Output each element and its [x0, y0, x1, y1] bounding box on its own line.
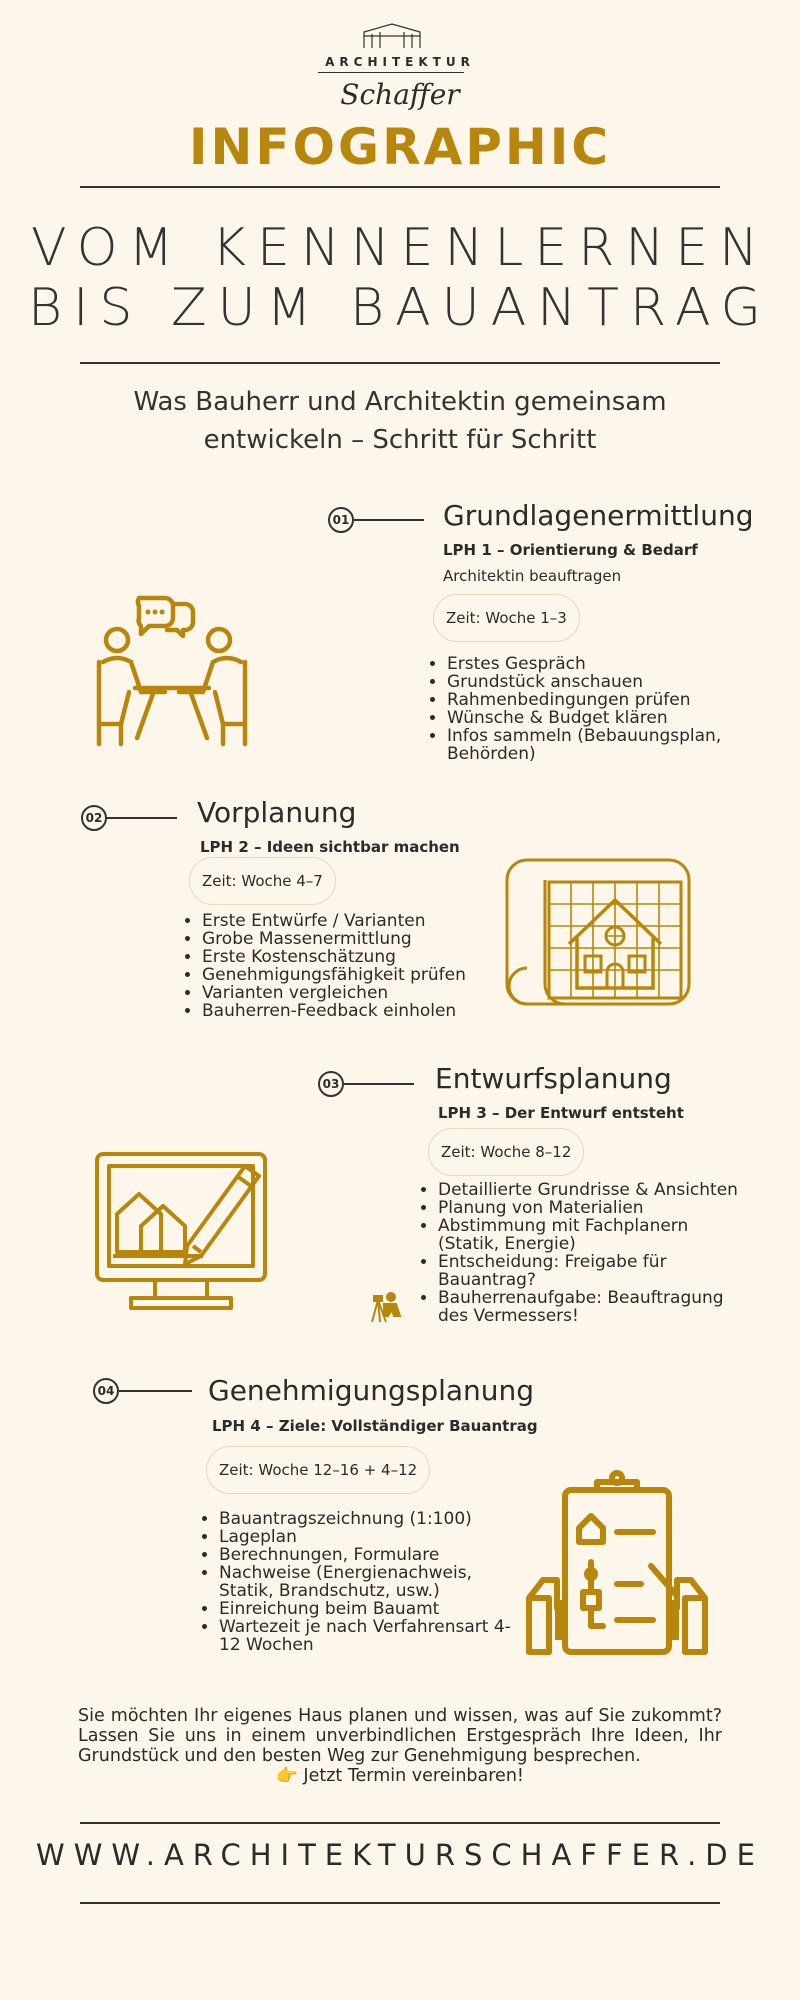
step3-number: 03 [318, 1071, 344, 1097]
main-title-line1: VOM KENNENLERNEN [30, 218, 770, 278]
list-item: • Wünsche & Budget klären [447, 709, 747, 727]
list-item: • Grundstück anschauen [447, 673, 747, 691]
cta-link[interactable]: Jetzt Termin vereinbaren! [303, 1766, 524, 1786]
logo-script: Schaffer [340, 78, 460, 111]
call-to-action [78, 1706, 722, 1786]
computer-design-icon [95, 1152, 267, 1324]
infographic-heading: INFOGRAPHIC [188, 118, 612, 176]
list-item: • Bauherren-Feedback einholen [202, 1002, 502, 1020]
step3-time-badge: Zeit: Woche 8–12 [428, 1128, 584, 1176]
step4-time-badge: Zeit: Woche 12–16 + 4–12 [206, 1446, 430, 1494]
list-item: • Bauantragszeichnung (1:100) [219, 1510, 519, 1528]
divider-title [80, 362, 720, 364]
list-item: • Erstes Gespräch [447, 655, 747, 673]
step1-title: Grundlagenermittlung [443, 499, 754, 532]
cta-link-line [78, 1766, 722, 1786]
step1-number: 01 [328, 507, 354, 533]
cta-text: Sie möchten Ihr eigenes Haus planen und wissen, was auf Sie zukommt? Lassen Sie uns in einem unverbindlichen Erstgespräch Ihre Ideen, Ihr Grundstück und den besten Weg zur Genehmigung besprechen. [78, 1706, 722, 1766]
step3-task-list [418, 1181, 748, 1325]
step4-title: Genehmigungsplanung [208, 1374, 535, 1407]
step3-connector [344, 1083, 414, 1085]
blueprint-house-icon [505, 848, 707, 1018]
step4-lph: LPH 4 – Ziele: Vollständiger Bauantrag [212, 1417, 538, 1435]
step4-task-list [199, 1510, 519, 1654]
list-item: • Planung von Materialien [438, 1199, 748, 1217]
list-item: • Entscheidung: Freigabe für Bauantrag? [438, 1253, 748, 1289]
pointing-hand-icon: 👉 [276, 1766, 298, 1786]
surveyor-icon [370, 1290, 404, 1324]
subtitle: Was Bauherr und Architektin gemeinsam entwickeln – Schritt für Schritt [133, 387, 667, 455]
step2-lph: LPH 2 – Ideen sichtbar machen [200, 838, 460, 856]
step4-number: 04 [93, 1378, 119, 1404]
list-item: • Grobe Massenermittlung [202, 930, 502, 948]
house-outline-logo-icon [362, 22, 422, 50]
list-item: • Erste Entwürfe / Varianten [202, 912, 502, 930]
step2-task-list [182, 912, 502, 1020]
list-item: • Erste Kostenschätzung [202, 948, 502, 966]
divider-footer-bottom [80, 1902, 720, 1904]
logo-divider [318, 72, 464, 73]
meeting-people-icon [95, 592, 250, 752]
clipboard-checklist-icon [525, 1470, 710, 1656]
step1-lph: LPH 1 – Orientierung & Bedarf [443, 541, 698, 559]
website-url[interactable]: WWW.ARCHITEKTURSCHAFFER.DE [36, 1838, 764, 1872]
divider-top [80, 186, 720, 188]
step2-number: 02 [81, 805, 107, 831]
list-item: • Genehmigungsfähigkeit prüfen [202, 966, 502, 984]
logo-wordmark: ARCHITEKTUR [325, 55, 475, 69]
step1-time-badge: Zeit: Woche 1–3 [433, 594, 580, 642]
list-item: • Detaillierte Grundrisse & Ansichten [438, 1181, 748, 1199]
step3-lph: LPH 3 – Der Entwurf entsteht [438, 1104, 684, 1122]
list-item: • Lageplan [219, 1528, 519, 1546]
list-item: • Abstimmung mit Fachplanern (Statik, Energie) [438, 1217, 748, 1253]
list-item: • Nachweise (Energienachweis, Statik, Brandschutz, usw.) [219, 1564, 519, 1600]
step4-connector [119, 1390, 192, 1392]
list-item: • Wartezeit je nach Verfahrensart 4-12 Wochen [219, 1618, 519, 1654]
list-item: • Bauherrenaufgabe: Beauftragung des Vermessers! [438, 1289, 748, 1325]
divider-footer-top [80, 1822, 720, 1824]
list-item: • Berechnungen, Formulare [219, 1546, 519, 1564]
step2-time-badge: Zeit: Woche 4–7 [189, 857, 336, 905]
list-item: • Rahmenbedingungen prüfen [447, 691, 747, 709]
step3-title: Entwurfsplanung [435, 1062, 672, 1095]
step1-connector [354, 519, 424, 521]
step2-title: Vorplanung [197, 796, 357, 829]
step1-task-list [427, 655, 747, 763]
list-item: • Infos sammeln (Bebauungsplan, Behörden) [447, 727, 747, 763]
step2-connector [107, 817, 177, 819]
step1-subtext: Architektin beauftragen [443, 567, 622, 585]
list-item: • Varianten vergleichen [202, 984, 502, 1002]
list-item: • Einreichung beim Bauamt [219, 1600, 519, 1618]
main-title-line2: BIS ZUM BAUANTRAG [28, 278, 772, 338]
